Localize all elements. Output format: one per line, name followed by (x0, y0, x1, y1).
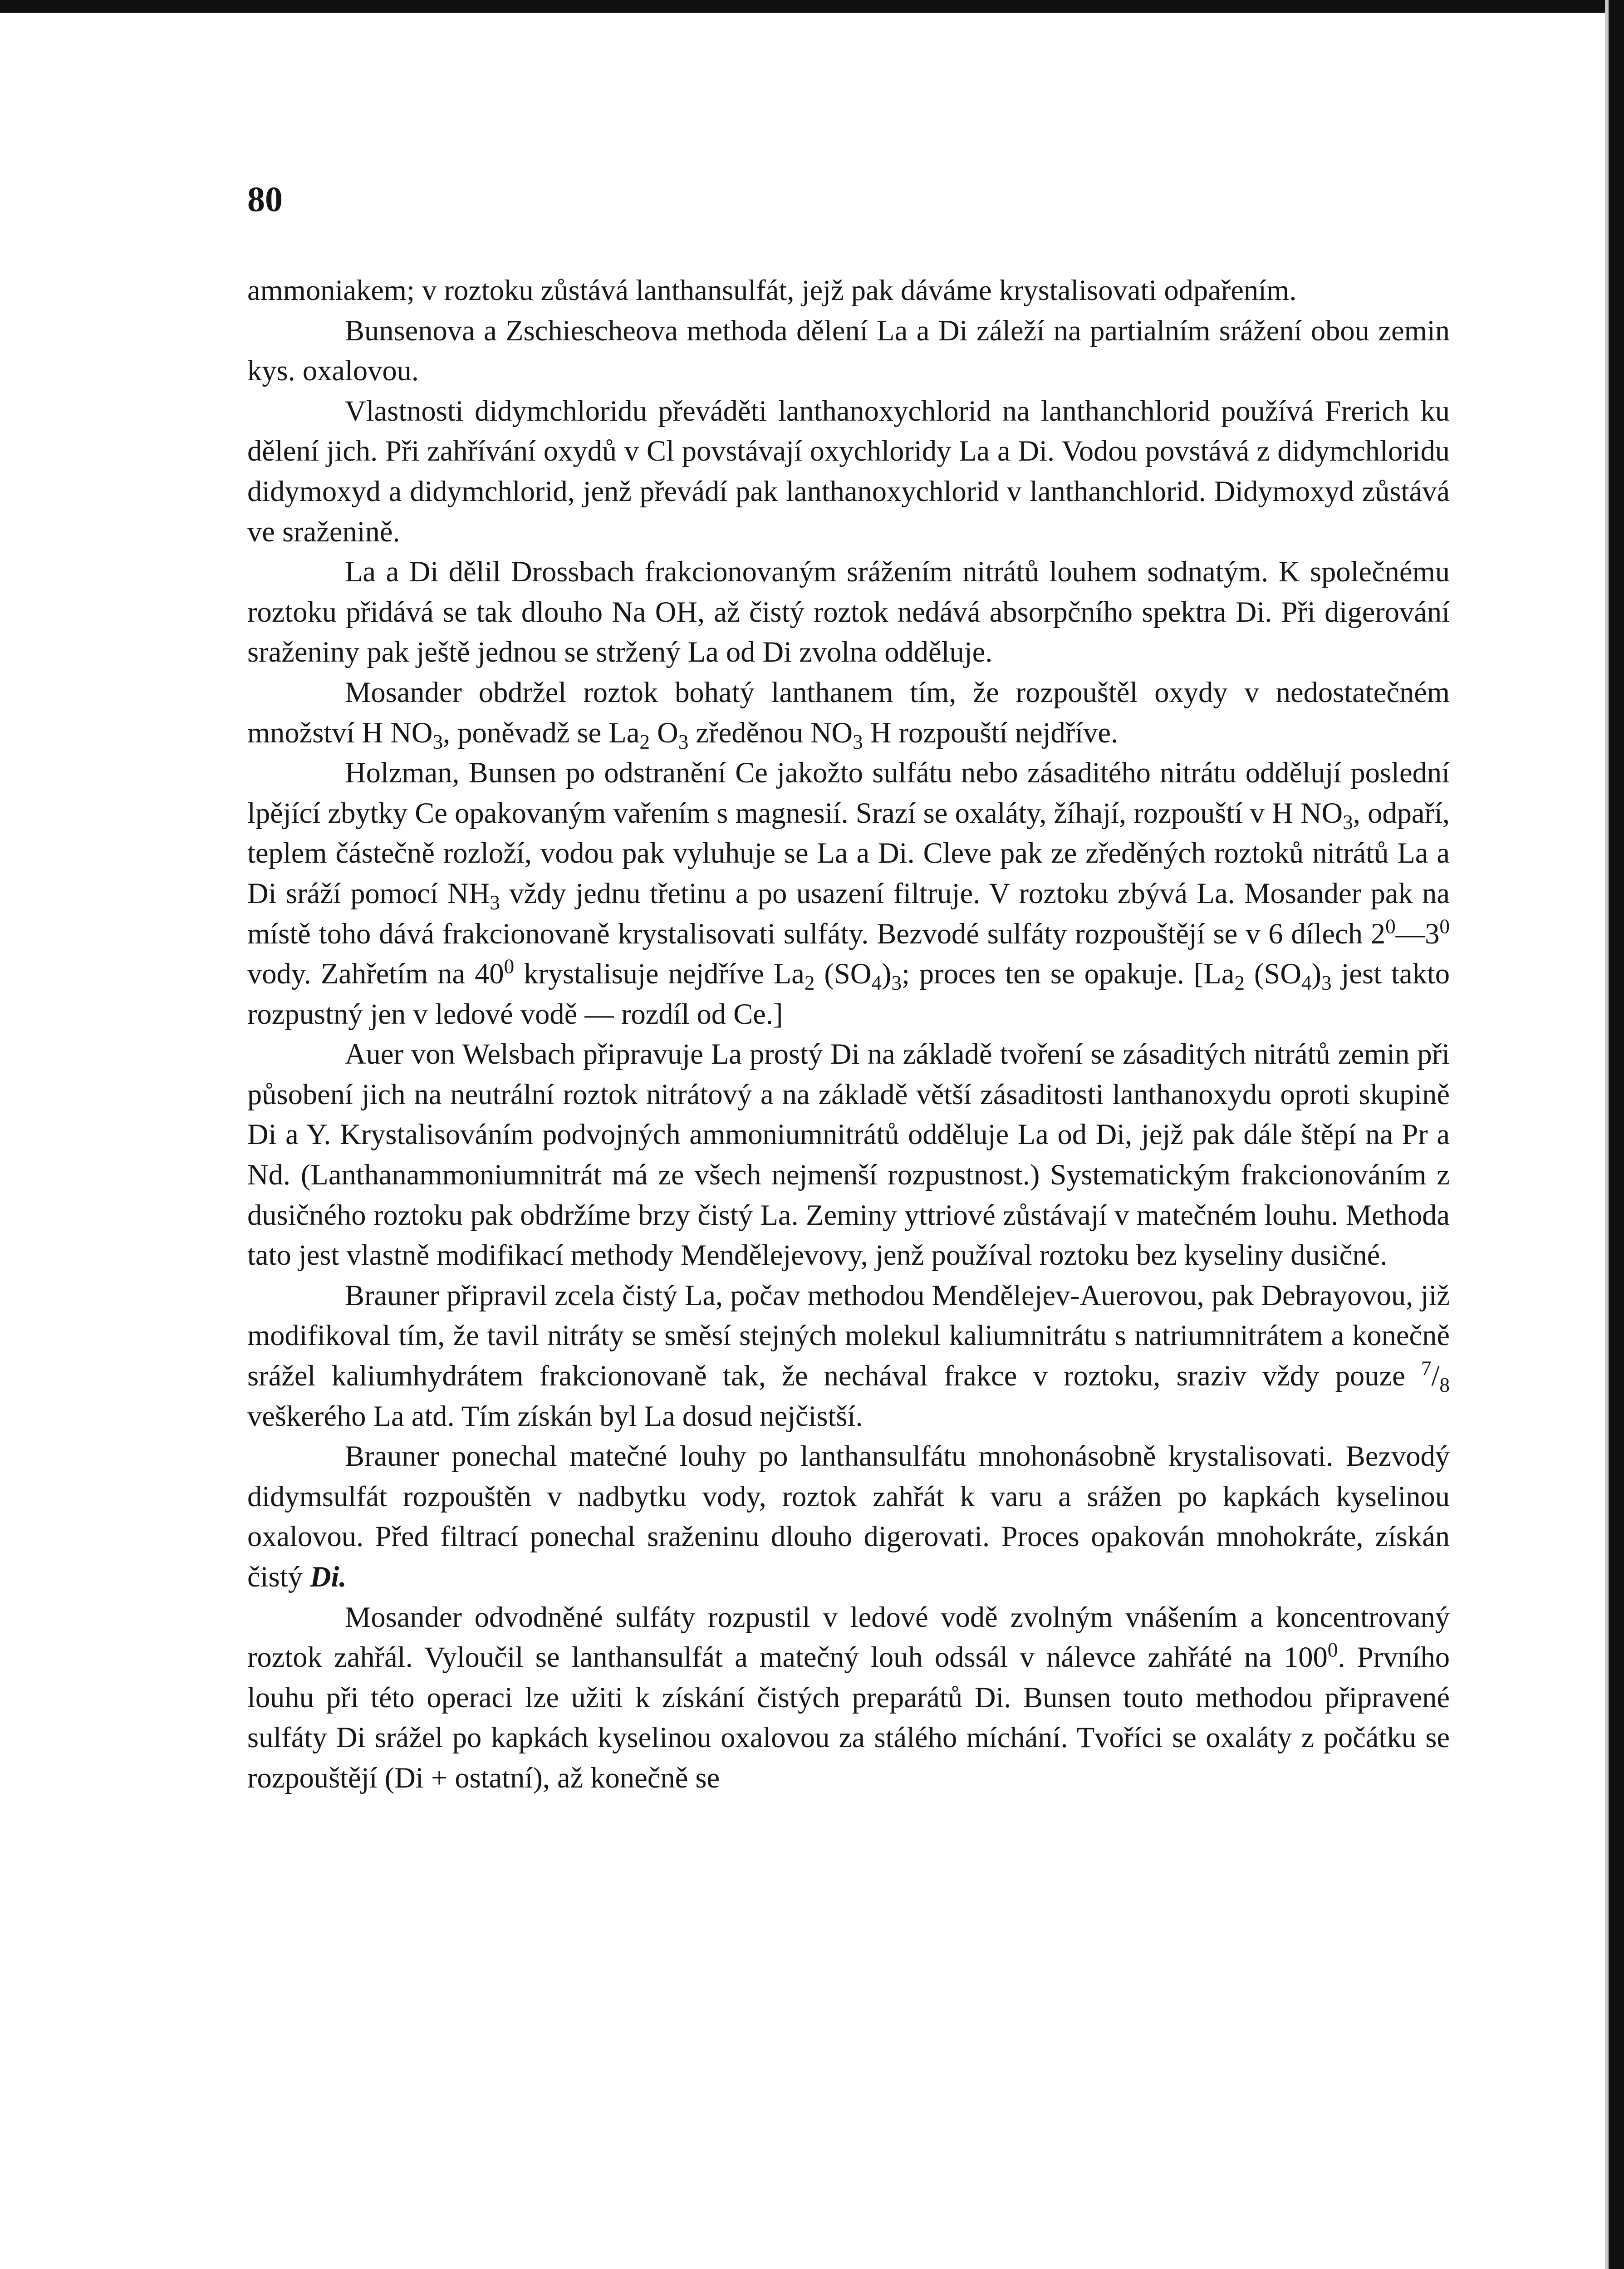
page-number: 80 (247, 179, 283, 219)
body-text (247, 270, 1450, 1798)
paragraph: Holzman, Bunsen po odstranění Ce jakožto sulfátu nebo zásaditého nitrátu oddělují poslední lpějící zbytky Ce opakovaným vařením s magnesií. Srazí se oxaláty, žíhají, rozpouští v H $NO_3$, odpaří, teplem částečně rozloží, vodou pak vyluhuje se La a Di. Cleve pak ze zředěných roztoků nitrátů La a Di sráží pomocí $NH_3$ vždy jednu třetinu a po usazení filtruje. V roztoku zbývá La. Mosander pak na místě toho dává frakcionovaně krystalisovati sulfáty. Bezvodé sulfáty rozpouštějí se v 6 dílech $2^0—3^0$ vody. Zahřetím na $40^0$ krystalisuje nejdříve $La_2$ $(SO_4)_3$; proces ten se opakuje. [$La_2$ $(SO_4)_3$ jest takto rozpustný jen v ledové vodě — rozdíl od Ce.] (247, 756, 1450, 1030)
scan-border-right-inner (1605, 0, 1609, 2269)
paragraph: ammoniakem; v roztoku zůstává lanthansulfát, jejž pak dáváme krystalisovati odpařením. (247, 274, 1297, 306)
paragraph: Auer von Welsbach připravuje La prostý Di na základě tvoření se zásaditých nitrátů zemin při působení jich na neutrální roztok nitrátový a na základě větší zásaditosti lanthanoxydu oproti skupině Di a Y. Krystalisováním podvojných ammoniumnitrátů odděluje La od Di, jejž pak dále štěpí na Pr a Nd. (Lanthanammoniumnitrát má ze všech nejmenší rozpustnost.) Systematickým frakcionováním z dusičného roztoku pak obdržíme brzy čistý La. Zeminy yttriové zůstávají v matečném louhu. Methoda tato jest vlastně modifikací methody Mendělejevovy, jenž používal roztoku bez kyseliny dusičné. (247, 1038, 1450, 1272)
scan-border-top (0, 0, 1624, 13)
paragraph: Mosander odvodněné sulfáty rozpustil v ledové vodě zvolným vnášením a koncentrovaný roztok zahřál. Vyloučil se lanthansulfát a matečný louh odssál v nálevce zahřáté na $100^0$. Prvního louhu při této operaci lze užiti k získání čistých preparátů Di. Bunsen touto methodou připravené sulfáty Di srážel po kapkách kyselinou oxalovou za stálého míchání. Tvoříci se oxaláty z počátku se rozpouštějí (Di + ostatní), až konečně se (247, 1601, 1450, 1794)
paragraph: Bunsenova a Zschiescheova methoda dělení La a Di záleží na partialním srážení obou zemin kys. oxalovou. (247, 314, 1450, 387)
paragraph: Brauner připravil zcela čistý La, počav methodou Mendělejev-Auerovou, pak Debrayovou, již modifikoval tím, že tavil nitráty se směsí stejných molekul kaliumnitrátu s natriumnitrátem a konečně srážel kaliumhydrátem frakcionovaně tak, že nechával frakce v roztoku, sraziv vždy pouze $^7/_8$ veškerého La atd. Tím získán byl La dosud nejčistší. (247, 1279, 1450, 1432)
scan-border-right (1609, 0, 1624, 2269)
paragraph: La a Di dělil Drossbach frakcionovaným srážením nitrátů louhem sodnatým. K společnému roztoku přidává se tak dlouho Na OH, až čistý roztok nedává absorpčního spektra Di. Při digerování sraženiny pak ještě jednou se stržený La od Di zvolna odděluje. (247, 555, 1450, 668)
paragraph: Mosander obdržel roztok bohatý lanthanem tím, že rozpouštěl oxydy v nedostatečném množství H $NO_3$, poněvadž se $La_2$ $O_3$ zředěnou $NO_3$ H rozpouští nejdříve. (247, 676, 1450, 753)
paragraph: Brauner ponechal matečné louhy po lanthansulfátu mnohonásobně krystalisovati. Bezvodý didymsulfát rozpouštěn v nadbytku vody, roztok zahřát k varu a srážen po kapkách kyselinou oxalovou. Před filtrací ponechal sraženinu dlouho digerovati. Proces opakován mnohokráte, získán čistý Di. (247, 1440, 1450, 1593)
paragraph: Vlastnosti didymchloridu převáděti lanthanoxychlorid na lanthanchlorid používá Frerich ku dělení jich. Při zahřívání oxydů v Cl povstávají oxychloridy La a Di. Vodou povstává z didymchloridu didymoxyd a didymchlorid, jenž převádí pak lanthanoxychlorid v lanthanchlorid. Didymoxyd zůstává ve sraženině. (247, 394, 1450, 548)
document-page (247, 179, 1450, 2269)
